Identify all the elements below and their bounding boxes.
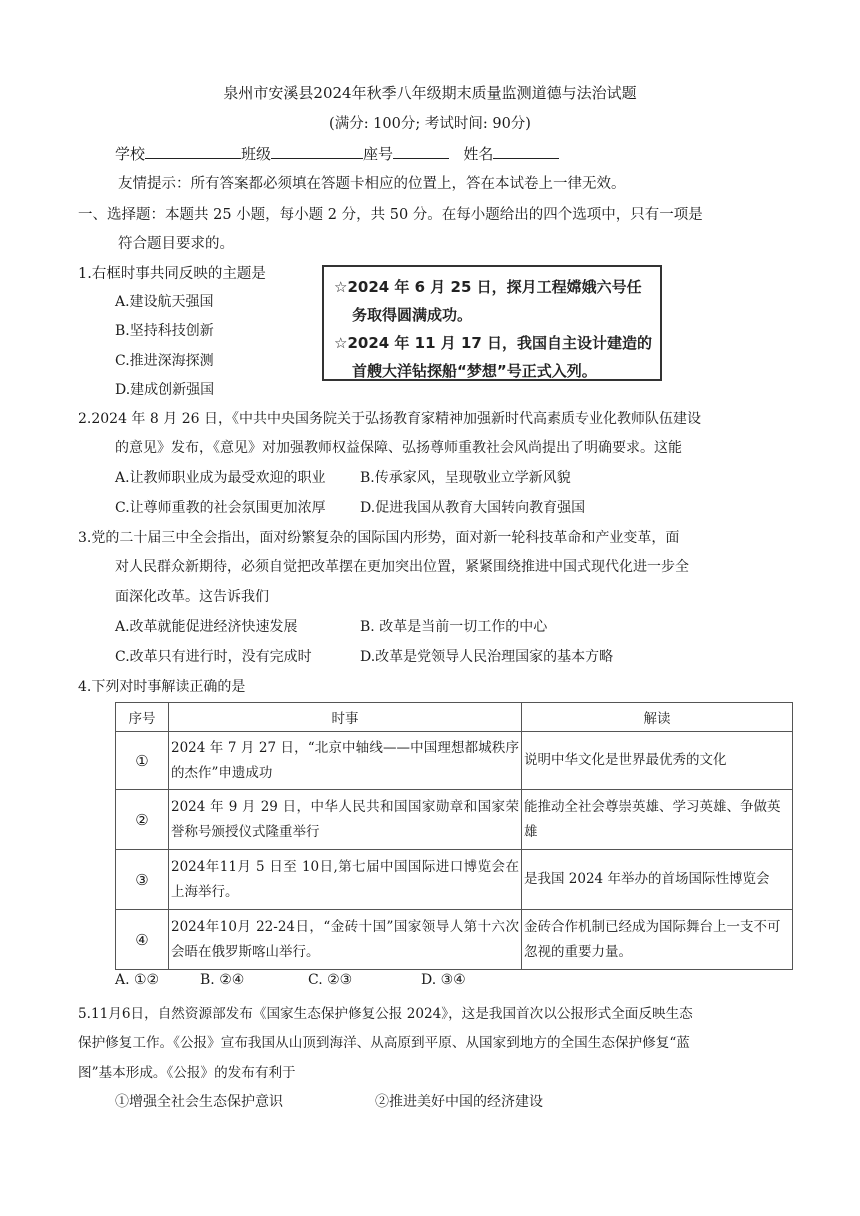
q3-stem-line1: 3.党的二十届三中全会指出，面对纷繁复杂的国际国内形势，面对新一轮科技革命和产业变革，面 xyxy=(78,530,680,546)
q1-option-c[interactable]: C.推进深海探测 xyxy=(115,353,214,369)
row-index: ① xyxy=(116,732,169,790)
table-row xyxy=(116,790,793,850)
q2-stem-line2: 的意见》发布，《意见》对加强教师权益保障、弘扬尊师重教社会风尚提出了明确要求。这能 xyxy=(115,440,682,456)
header-explain: 解读 xyxy=(522,703,793,732)
q5-item-2[interactable]: ②推进美好中国的经济建设 xyxy=(375,1094,543,1110)
q2-option-a[interactable]: A.让教师职业成为最受欢迎的职业 xyxy=(115,470,326,486)
q5-item-1[interactable]: ①增强全社会生态保护意识 xyxy=(115,1094,283,1110)
page-title: 泉州市安溪县2024年秋季八年级期末质量监测道德与法治试题 xyxy=(223,84,637,102)
q3-stem-line2: 对人民群众新期待，必须自觉把改革摆在更加突出位置，紧紧围绕推进中国式现代化进一步全 xyxy=(115,559,689,575)
q3-option-b[interactable]: B. 改革是当前一切工作的中心 xyxy=(360,619,548,635)
q4-option-c[interactable]: C. ②③ xyxy=(308,972,353,988)
row-event: 2024年10月 22-24日，“金砖十国”国家领导人第十六次会晤在俄罗斯喀山举行。 xyxy=(169,910,522,970)
name-label: 姓名 xyxy=(463,145,494,163)
school-field[interactable] xyxy=(145,144,241,159)
row-explain: 金砖合作机制已经成为国际舞台上一支不可忽视的重要力量。 xyxy=(522,910,793,970)
q3-option-c[interactable]: C.改革只有进行时，没有完成时 xyxy=(115,649,312,665)
table-row xyxy=(116,732,793,790)
q3-option-d[interactable]: D.改革是党领导人民治理国家的基本方略 xyxy=(360,649,614,665)
q2-option-d[interactable]: D.促进我国从教育大国转向教育强国 xyxy=(360,500,586,516)
table-row xyxy=(116,910,793,970)
q1-option-a[interactable]: A.建设航天强国 xyxy=(115,294,214,310)
q4-option-a[interactable]: A. ①② xyxy=(115,972,160,988)
news-line: 务取得圆满成功。 xyxy=(352,306,473,324)
q5-stem-line3: 图”基本形成。《公报》的发布有利于 xyxy=(78,1065,296,1081)
news-line: ☆2024 年 6 月 25 日，探月工程嫦娥六号任 xyxy=(334,278,642,296)
row-explain: 说明中华文化是世界最优秀的文化 xyxy=(522,732,793,790)
q2-option-c[interactable]: C.让尊师重教的社会氛围更加浓厚 xyxy=(115,500,326,516)
section-heading: 一、选择题：本题共 25 小题，每小题 2 分，共 50 分。在每小题给出的四个选项中，只有一项是 xyxy=(78,207,703,223)
row-event: 2024 年 7 月 27 日，“北京中轴线——中国理想都城秩序的杰作”申遗成功 xyxy=(169,732,522,790)
q1-option-d[interactable]: D.建成创新强国 xyxy=(115,382,215,398)
table-header-row xyxy=(116,703,793,732)
school-label: 学校 xyxy=(115,145,146,163)
page-subtitle: (满分: 100分; 考试时间: 90分) xyxy=(329,116,531,132)
q3-stem-line3: 面深化改革。这告诉我们 xyxy=(115,589,269,605)
seat-label: 座号 xyxy=(363,145,394,163)
news-line: 首艘大洋钻探船“梦想”号正式入列。 xyxy=(352,362,597,380)
q4-option-d[interactable]: D. ③④ xyxy=(421,972,466,988)
q4-option-b[interactable]: B. ②④ xyxy=(200,972,245,988)
name-field[interactable] xyxy=(493,144,559,159)
header-index: 序号 xyxy=(116,703,169,732)
class-label: 班级 xyxy=(241,145,272,163)
seat-field[interactable] xyxy=(393,144,449,159)
row-index: ④ xyxy=(116,910,169,970)
q4-stem: 4.下列对时事解读正确的是 xyxy=(78,679,246,695)
news-line: ☆2024 年 11 月 17 日，我国自主设计建造的 xyxy=(334,334,653,352)
q5-stem-line2: 保护修复工作。《公报》宣布我国从山顶到海洋、从高原到平原、从国家到地方的全国生态保护修复“蓝 xyxy=(78,1035,690,1051)
q5-stem-line1: 5.11月6日，自然资源部发布《国家生态保护修复公报 2024》，这是我国首次以公报形式全面反映生态 xyxy=(78,1006,693,1022)
table-row xyxy=(116,850,793,910)
section-heading-cont: 符合题目要求的。 xyxy=(118,236,234,252)
row-event: 2024 年 9 月 29 日，中华人民共和国国家勋章和国家荣誉称号颁授仪式隆重举行 xyxy=(169,790,522,850)
q1-stem: 1.右框时事共同反映的主题是 xyxy=(78,266,266,282)
class-field[interactable] xyxy=(271,144,363,159)
q3-option-a[interactable]: A.改革就能促进经济快速发展 xyxy=(115,619,298,635)
row-index: ② xyxy=(116,790,169,850)
q1-option-b[interactable]: B.坚持科技创新 xyxy=(115,323,214,339)
row-explain: 是我国 2024 年举办的首场国际性博览会 xyxy=(522,850,793,910)
student-info-line xyxy=(115,143,559,164)
news-box xyxy=(322,265,662,381)
notice: 友情提示：所有答案都必须填在答题卡相应的位置上，答在本试卷上一律无效。 xyxy=(118,176,626,192)
q2-option-b[interactable]: B.传承家风，呈现敬业立学新风貌 xyxy=(360,470,571,486)
events-table xyxy=(115,702,793,970)
row-event: 2024年11月 5 日至 10日,第七届中国国际进口博览会在上海举行。 xyxy=(169,850,522,910)
row-explain: 能推动全社会尊崇英雄、学习英雄、争做英雄 xyxy=(522,790,793,850)
header-event: 时事 xyxy=(169,703,522,732)
row-index: ③ xyxy=(116,850,169,910)
q2-stem-line1: 2.2024 年 8 月 26 日，《中共中央国务院关于弘扬教育家精神加强新时代高素质专业化教师队伍建设 xyxy=(78,411,701,427)
